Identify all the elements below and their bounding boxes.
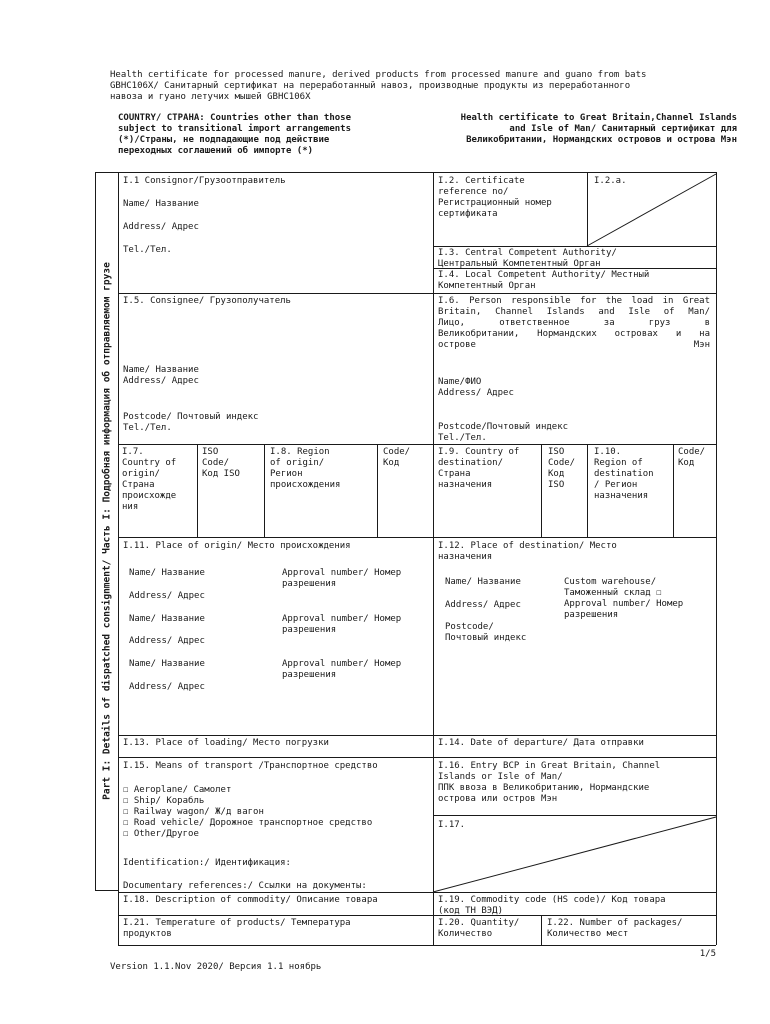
region-origin-code-label: Code/ Код xyxy=(383,447,411,468)
page-number: 1/5 xyxy=(699,949,716,959)
entry-bcp-label: I.16. Entry BCP in Great Britain, Channel Islands or Isle of Man/ ППК ввоза в Великобританию, Нормандские острова или остров Мэн xyxy=(438,761,661,804)
consignee-postcode-tel-label: Postcode/ Почтовый индекс Tel./Тел. xyxy=(123,412,259,433)
destination-name-label: Name/ Название xyxy=(445,577,521,587)
country-of-origin-label: I.7. Country of origin/ Страна происхожде ния xyxy=(122,447,177,512)
means-of-transport-title: I.15. Means of transport /Транспортное средство xyxy=(123,761,378,771)
origin-approval-label-1: Approval number/ Номер разрешения xyxy=(282,568,402,589)
place-of-destination-title: I.12. Place of destination/ Место назначения xyxy=(438,541,617,562)
country-label: COUNTRY/ СТРАНА: Countries other than those subject to transitional import arrangements (*)/Страны, не подпадающие под действие переходных соглашений об импорте (*) xyxy=(118,113,351,156)
transport-options: ☐ Aeroplane/ Самолет ☐ Ship/ Корабль ☐ Railway wagon/ Ж/д вагон ☐ Road vehicle/ Дорожное транспортное средство ☐ Other/Другое xyxy=(123,785,373,839)
responsible-person-title: I.6. Person responsible for the load in Great Britain, Channel Islands and Isle of Man/ Лицо, ответственное за груз в Великобритании, Нормандских островах и на острове Мэн xyxy=(438,296,710,350)
region-of-origin-label: I.8. Region of origin/ Регион происхождения xyxy=(270,447,341,490)
cert-destination-line-2: and Isle of Man/ Санитарный сертификат для xyxy=(509,124,737,134)
quantity-label: I.20. Quantity/ Количество xyxy=(438,918,520,939)
destination-postcode-label: Postcode/ Почтовый индекс xyxy=(445,622,527,643)
origin-iso-code-label: ISO Code/ Код ISO xyxy=(202,447,240,479)
place-of-loading-label: I.13. Place of loading/ Место погрузки xyxy=(123,738,329,748)
local-authority-label: I.4. Local Competent Authority/ Местный Компетентный Орган xyxy=(438,270,650,291)
origin-approval-label-3: Approval number/ Номер разрешения xyxy=(282,659,402,680)
box-17-label: I.17. xyxy=(438,820,466,830)
certificate-reference-2a-label: I.2.a. xyxy=(594,176,627,186)
place-of-origin-title: I.11. Place of origin/ Место происхождения xyxy=(123,541,351,551)
origin-address-label-3: Address/ Адрес xyxy=(129,682,205,692)
consignor-address-label: Address/ Адрес xyxy=(123,222,199,232)
origin-approval-label-2: Approval number/ Номер разрешения xyxy=(282,614,402,635)
number-of-packages-label: I.22. Number of packages/ Количество мест xyxy=(547,918,683,939)
responsible-person-postcode-tel-label: Postcode/Почтовый индекс Tel./Тел. xyxy=(438,422,569,443)
certificate-reference-label: I.2. Certificate reference no/ Регистрационный номер сертификата xyxy=(438,176,552,219)
country-of-destination-label: I.9. Country of destination/ Страна назначения xyxy=(438,447,520,490)
product-temperature-label: I.21. Temperature of products/ Температура продуктов xyxy=(123,918,351,939)
transport-identification-label: Identification:/ Идентификация: xyxy=(123,858,291,868)
destination-address-label: Address/ Адрес xyxy=(445,600,521,610)
region-destination-code-label: Code/ Код xyxy=(678,447,706,468)
responsible-person-name-address-label: Name/ФИО Address/ Адрес xyxy=(438,377,514,398)
commodity-code-label: I.19. Commodity code (HS code)/ Код товара (код ТН ВЭД) xyxy=(438,895,666,916)
consignor-name-label: Name/ Название xyxy=(123,199,199,209)
version-footer: Version 1.1.Nov 2020/ Версия 1.1 ноябрь xyxy=(110,962,322,972)
region-of-destination-label: I.10. Region of destination / Регион назначения xyxy=(594,447,654,501)
consignee-name-address-label: Name/ Название Address/ Адрес xyxy=(123,365,199,386)
origin-name-label-2: Name/ Название xyxy=(129,614,205,624)
documentary-references-label: Documentary references:/ Ссылки на документы: xyxy=(123,881,367,891)
consignor-title: I.1 Consignor/Грузоотправитель xyxy=(123,176,286,186)
custom-warehouse-label: Custom warehouse/ Таможенный склад ☐ Approval number/ Номер разрешения xyxy=(564,577,684,620)
cert-destination-line-1: Health certificate to Great Britain,Channel Islands xyxy=(460,113,737,123)
consignor-tel-label: Tel./Тел. xyxy=(123,245,172,255)
origin-name-label-3: Name/ Название xyxy=(129,659,205,669)
commodity-description-label: I.18. Description of commodity/ Описание товара xyxy=(123,895,378,905)
origin-address-label-1: Address/ Адрес xyxy=(129,591,205,601)
origin-name-label-1: Name/ Название xyxy=(129,568,205,578)
cert-destination-line-3: Великобритании, Нормандских островов и острова Мэн xyxy=(466,135,737,145)
certificate-title: Health certificate for processed manure, derived products from processed manure and guano from bats GBHC106X/ Санитарный сертификат на переработанный навоз, производные продукты из переработанного навоза и гуано летучих мышей GBHC106X xyxy=(110,70,647,102)
consignee-title: I.5. Consignee/ Грузополучатель xyxy=(123,296,291,306)
date-of-departure-label: I.14. Date of departure/ Дата отправки xyxy=(438,738,644,748)
central-authority-label: I.3. Central Competent Authority/ Центральный Компетентный Орган xyxy=(438,248,617,269)
origin-address-label-2: Address/ Адрес xyxy=(129,636,205,646)
part-one-side-label: Part I: Details of dispatched consignment/ Часть I: Подробная информация об отправляемом грузе xyxy=(101,262,113,800)
destination-iso-code-label: ISO Code/ Код ISO xyxy=(548,447,576,490)
